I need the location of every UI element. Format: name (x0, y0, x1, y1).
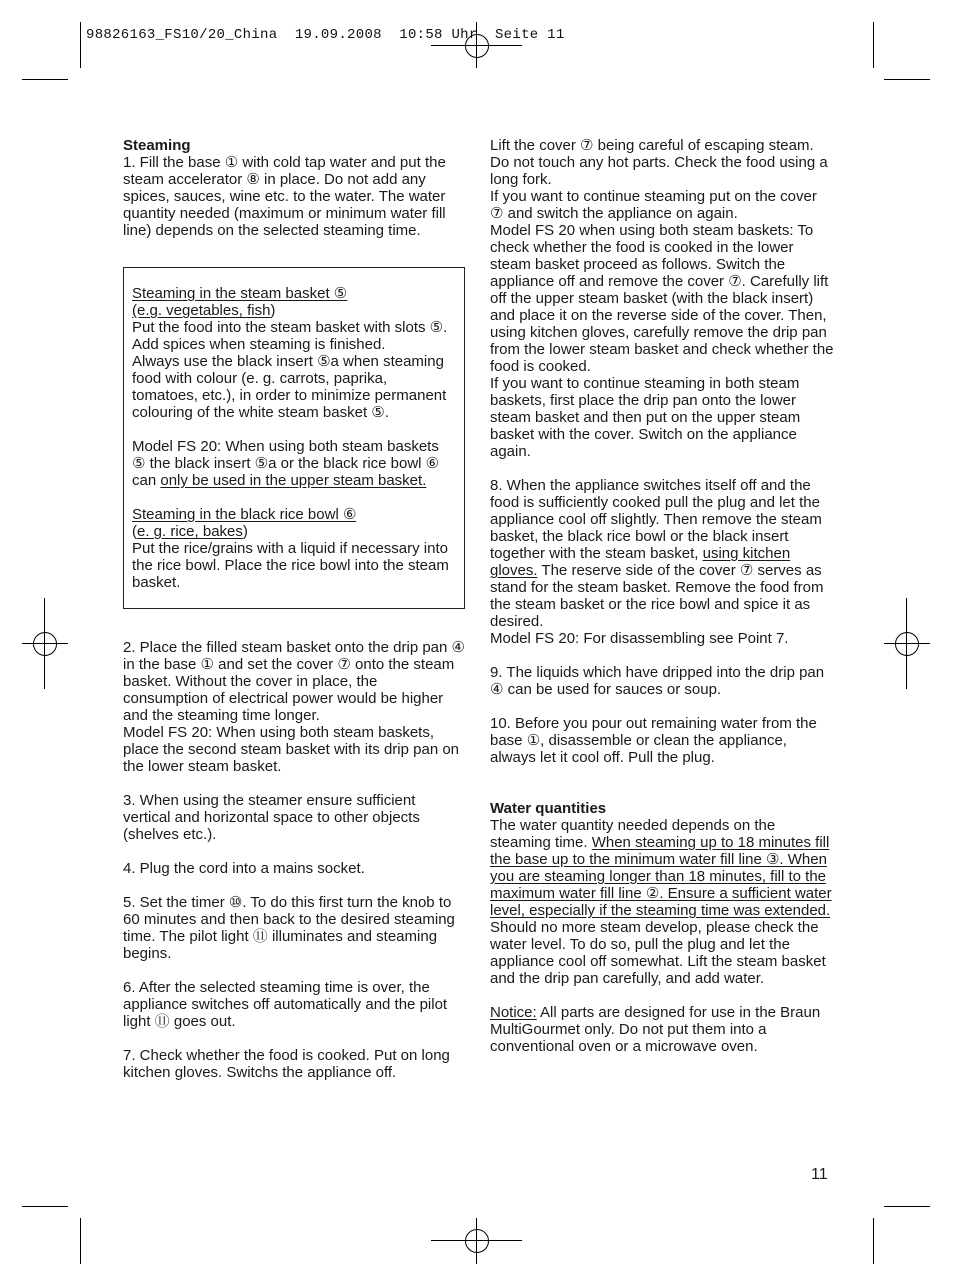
continue-both-baskets-text: If you want to continue steaming in both steam baskets, first place the drip pan onto the lower steam basket and then put on the upper steam basket with the cover. Switch on the appliance again. (490, 375, 801, 460)
box-section-steam-basket-title: Steaming in the steam basket ⑤ (e.g. vegetables, fish) (132, 285, 348, 319)
print-slug: 98826163_FS10/20_China 19.09.2008 10:58 Uhr Seite 11 (86, 27, 565, 43)
left-column (123, 137, 465, 1081)
box-section-rice-bowl-title: Steaming in the black rice bowl ⑥ (e. g. rice, bakes) (132, 506, 357, 540)
step-8-model-note: Model FS 20: For disassembling see Point 7. (490, 630, 789, 647)
steaming-info-box (123, 267, 465, 609)
box-model-fs20-text: Model FS 20: When using both steam baskets ⑤ the black insert ⑤a or the black rice bowl ⑥ can only be used in the upper steam basket. (132, 438, 440, 489)
box-rice-bowl-text: Put the rice/grains with a liquid if necessary into the rice bowl. Place the rice bowl into the steam basket. (132, 540, 449, 591)
water-quantities-text: The water quantity needed depends on the steaming time. When steaming up to 18 minutes fill the base up to the minimum water fill line ③. When you are steaming longer than 18 minutes, fill to the maximum water fill line ②. Ensure a sufficient water level, especially if the steaming time was extended. Should no more steam develop, please check the water level. To do so, pull the plug and let the appliance cool off somewhat. Lift the steam basket and the drip pan carefully, and add water. (490, 817, 832, 987)
box-steam-basket-text: Put the food into the steam basket with slots ⑤. Add spices when steaming is finished. (132, 319, 448, 353)
step-8: 8. When the appliance switches itself off and the food is sufficiently cooked pull the plug and let the appliance cool off slightly. Then remove the steam basket, the black rice bowl or the black insert together with the steam basket, using kitchen gloves. The reserve side of the cover ⑦ serves as stand for the steam basket. Remove the food from the steam basket or the rice bowl and spice it as desired. (490, 477, 824, 630)
box-black-insert-text: Always use the black insert ⑤a when steaming food with colour (e. g. carrots, paprika, tomatoes, etc.), in order to minimize permanent colouring of the white steam basket ⑤. (132, 353, 447, 421)
step-2: 2. Place the filled steam basket onto the drip pan ④ in the base ① and set the cover ⑦ onto the steam basket. Without the cover in place, the consumption of electrical power would be higher and the steaming time longer. (123, 639, 465, 724)
notice-text: Notice: All parts are designed for use in the Braun MultiGourmet only. Do not put them into a conventional oven or a microwave oven. (490, 1004, 821, 1055)
step-2-model-note: Model FS 20: When using both steam baskets, place the second steam basket with its drip pan on the lower steam basket. (123, 724, 460, 775)
step-7: 7. Check whether the food is cooked. Put on long kitchen gloves. Switchs the appliance off. (123, 1047, 450, 1081)
step-1: 1. Fill the base ① with cold tap water and put the steam accelerator ⑧ in place. Do not add any spices, sauces, wine etc. to the water. The water quantity needed (maximum or minimum water fill line) depends on the selected steaming time. (123, 154, 446, 239)
step-10: 10. Before you pour out remaining water from the base ①, disassemble or clean the appliance, always let it cool off. Pull the plug. (490, 715, 817, 766)
continue-steaming-text: If you want to continue steaming put on the cover ⑦ and switch the appliance on again. (490, 188, 817, 222)
step-4: 4. Plug the cord into a mains socket. (123, 860, 365, 877)
step-7-continued: Lift the cover ⑦ being careful of escaping steam. Do not touch any hot parts. Check the food using a long fork. (490, 137, 828, 188)
step-3: 3. When using the steamer ensure sufficient vertical and horizontal space to other objects (shelves etc.). (123, 792, 420, 843)
water-quantities-heading: Water quantities (490, 800, 607, 817)
right-column (490, 137, 834, 1055)
step-9: 9. The liquids which have dripped into the drip pan ④ can be used for sauces or soup. (490, 664, 825, 698)
steaming-heading: Steaming (123, 137, 191, 154)
page-number: 11 (811, 1166, 828, 1183)
model-fs20-check-text: Model FS 20 when using both steam baskets: To check whether the food is cooked in the lower steam basket proceed as follows. Switch the appliance off and remove the cover ⑦. Carefully lift off the upper steam basket (with the black insert) and place it on the reverse side of the cover. Then, using kitchen gloves, carefully remove the drip pan from the lower steam basket and check whether the food is cooked. (490, 222, 834, 375)
step-6: 6. After the selected steaming time is over, the appliance switches off automatically and the pilot light ⑪ goes out. (123, 979, 448, 1030)
step-5: 5. Set the timer ⑩. To do this first turn the knob to 60 minutes and then back to the desired steaming time. The pilot light ⑪ illuminates and steaming begins. (123, 894, 455, 962)
